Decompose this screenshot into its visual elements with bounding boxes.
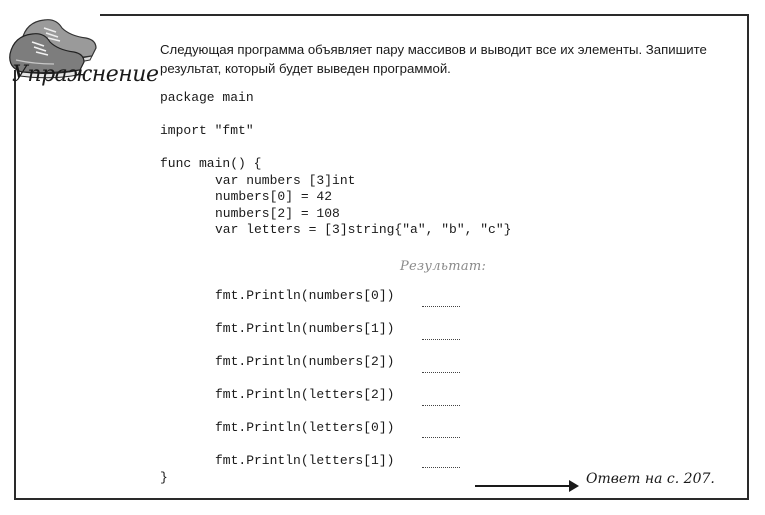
answer-arrow-line <box>475 485 575 487</box>
arrow-right-icon <box>569 480 579 492</box>
code-closing-brace: } <box>160 470 168 485</box>
code-print-line: fmt.Println(numbers[0]) <box>215 288 395 303</box>
result-label: Результат: <box>400 259 487 274</box>
answer-blank[interactable] <box>422 437 460 438</box>
answer-reference: Ответ на с. 207. <box>586 471 715 487</box>
code-package-line: package main <box>160 90 254 105</box>
code-import-line: import "fmt" <box>160 123 254 138</box>
exercise-badge: Упражнение <box>12 62 159 87</box>
answer-blank[interactable] <box>422 339 460 340</box>
code-print-line: fmt.Println(letters[2]) <box>215 387 395 402</box>
code-body-line: numbers[2] = 108 <box>215 206 340 221</box>
code-print-line: fmt.Println(numbers[2]) <box>215 354 395 369</box>
code-print-line: fmt.Println(letters[1]) <box>215 453 395 468</box>
code-func-line: func main() { <box>160 156 262 171</box>
exercise-instructions: Следующая программа объявляет пару массивов и выводит все их элементы. Запишите результат, который будет выведен программой. <box>160 42 707 76</box>
answer-blank[interactable] <box>422 405 460 406</box>
code-body-line: numbers[0] = 42 <box>215 189 333 204</box>
answer-blank[interactable] <box>422 467 460 468</box>
answer-blank[interactable] <box>422 306 460 307</box>
code-body-line: var letters = [3]string{"a", "b", "c"} <box>215 222 512 237</box>
answer-blank[interactable] <box>422 372 460 373</box>
code-print-line: fmt.Println(letters[0]) <box>215 420 395 435</box>
code-print-line: fmt.Println(numbers[1]) <box>215 321 395 336</box>
code-body-line: var numbers [3]int <box>215 173 356 188</box>
